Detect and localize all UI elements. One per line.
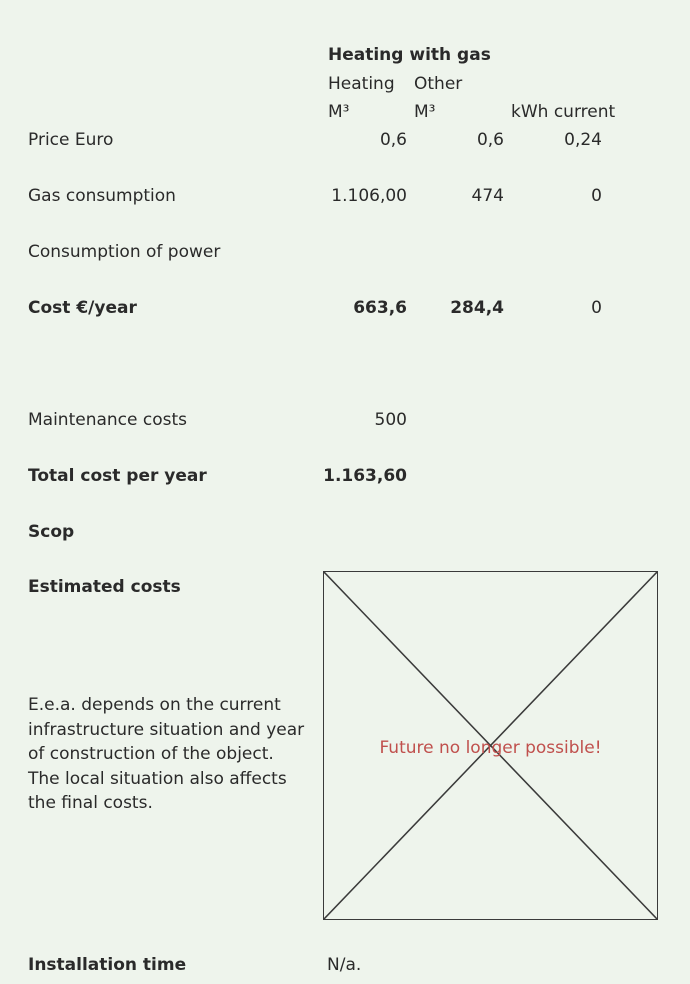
- row-label-installation-time: Installation time: [28, 955, 187, 975]
- row-label-price: Price Euro: [28, 130, 114, 150]
- crossed-out-box: [323, 571, 658, 920]
- row-label-gas-consumption: Gas consumption: [28, 186, 176, 206]
- row-label-scop: Scop: [28, 522, 75, 542]
- row-label-maintenance: Maintenance costs: [28, 410, 188, 430]
- cost-kwh: 0: [591, 298, 602, 318]
- row-label-estimated-costs: Estimated costs: [28, 577, 181, 597]
- col-unit-other: M³: [414, 102, 436, 122]
- col-heading-heating: Heating: [328, 74, 395, 94]
- gas-heating: 1.106,00: [331, 186, 407, 206]
- price-heating: 0,6: [379, 130, 407, 150]
- gas-kwh: 0: [591, 186, 602, 206]
- price-other: 0,6: [476, 130, 504, 150]
- installation-time-value: N/a.: [327, 955, 362, 975]
- total-cost-heating: 1.163,60: [323, 466, 407, 486]
- row-label-cost-year: Cost €/year: [28, 298, 137, 318]
- col-unit-heating: M³: [328, 102, 350, 122]
- estimated-costs-note: E.e.a. depends on the current infrastructure situation and year of construction of the object. The local situation also affects the final costs.: [28, 695, 305, 813]
- column-group-title: Heating with gas: [328, 45, 491, 65]
- future-not-possible-text: Future no longer possible!: [379, 738, 602, 758]
- maintenance-heating: 500: [374, 410, 407, 430]
- col-heading-kwh-current: kWh current: [511, 102, 616, 122]
- gas-other: 474: [471, 186, 504, 206]
- price-kwh: 0,24: [564, 130, 602, 150]
- cost-heating: 663,6: [353, 298, 407, 318]
- row-label-total-cost: Total cost per year: [28, 466, 207, 486]
- col-heading-other: Other: [414, 74, 463, 94]
- cost-other: 284,4: [450, 298, 504, 318]
- row-label-power-consumption: Consumption of power: [28, 242, 221, 262]
